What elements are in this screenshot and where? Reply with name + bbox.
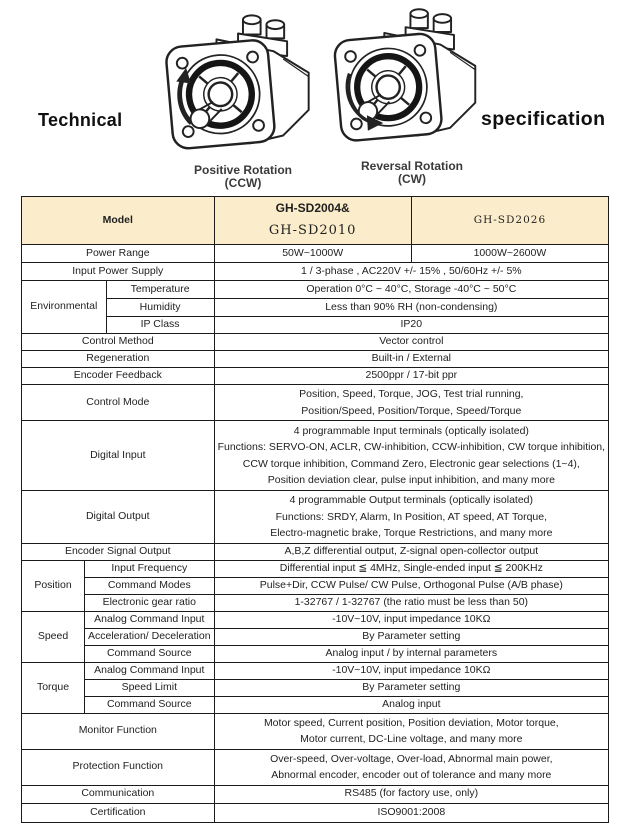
command-modes-label: Command Modes xyxy=(85,577,215,594)
digital-output-label: Digital Output xyxy=(22,491,215,544)
regeneration-value: Built-in / External xyxy=(214,351,608,368)
speed-limit-value: By Parameter setting xyxy=(214,679,608,696)
servo-motor-cw-image xyxy=(326,2,491,152)
speed-group-label: Speed xyxy=(22,611,85,662)
header-model-cell: Model xyxy=(22,197,215,245)
monitor-function-label: Monitor Function xyxy=(22,713,215,749)
encoder-signal-output-value: A,B,Z differential output, Z-signal open-collector output xyxy=(214,543,608,560)
header-model-col1-cell xyxy=(214,197,411,245)
table-row-input-frequency xyxy=(22,560,609,577)
table-row-digital-input xyxy=(22,421,609,491)
table-row-ip-class xyxy=(22,317,609,334)
speed-command-source-value: Analog input / by internal parameters xyxy=(214,645,608,662)
caption-positive-rotation-line2: (CCW) xyxy=(224,175,262,190)
gear-ratio-label: Electronic gear ratio xyxy=(85,594,215,611)
caption-reversal-rotation-line2: (CW) xyxy=(398,171,426,186)
control-mode-line2: Position/Speed, Position/Torque, Speed/Torque xyxy=(301,404,522,417)
encoder-feedback-label: Encoder Feedback xyxy=(22,368,215,385)
humidity-value: Less than 90% RH (non-condensing) xyxy=(214,299,608,317)
encoder-feedback-value: 2500ppr / 17-bit ppr xyxy=(214,368,608,385)
control-method-label: Control Method xyxy=(22,334,215,351)
digital-output-line3: Electro-magnetic brake, Torque Restrictions, and many more xyxy=(270,527,553,539)
ip-class-label: IP Class xyxy=(106,317,214,334)
table-row-digital-output xyxy=(22,491,609,544)
monitor-function-line2: Motor current, DC-Line voltage, and many more xyxy=(300,733,523,745)
caption-reversal-rotation-line1: Reversal Rotation xyxy=(360,159,464,173)
monitor-function-value xyxy=(214,713,608,749)
input-frequency-value: Differential input ≦ 4MHz, Single-ended input ≦ 200KHz xyxy=(214,560,608,577)
table-row-monitor-function xyxy=(22,713,609,749)
gear-ratio-value: 1-32767 / 1-32767 (the ratio must be less than 50) xyxy=(214,594,608,611)
encoder-signal-output-label: Encoder Signal Output xyxy=(22,543,215,560)
table-row-power-range xyxy=(22,245,609,263)
protection-function-label: Protection Function xyxy=(22,749,215,785)
control-mode-line1: Position, Speed, Torque, JOG, Test trial running, xyxy=(299,388,524,400)
command-modes-value: Pulse+Dir, CCW Pulse/ CW Pulse, Orthogonal Pulse (A/B phase) xyxy=(214,577,608,594)
table-row-certification xyxy=(22,803,609,822)
humidity-label: Humidity xyxy=(106,299,214,317)
temperature-label: Temperature xyxy=(106,281,214,299)
caption-positive-rotation xyxy=(168,164,318,189)
certification-label: Certification xyxy=(22,803,215,822)
regeneration-label: Regeneration xyxy=(22,351,215,368)
page-title-right: specification xyxy=(481,108,606,130)
table-row-humidity xyxy=(22,299,609,317)
torque-analog-input-value: -10V~10V, input impedance 10KΩ xyxy=(214,662,608,679)
torque-command-source-value: Analog input xyxy=(214,696,608,713)
table-row-accel-decel xyxy=(22,628,609,645)
caption-reversal-rotation xyxy=(337,160,487,185)
table-row-speed-analog-input xyxy=(22,611,609,628)
protection-function-line1: Over-speed, Over-voltage, Over-load, Abnormal main power, xyxy=(270,752,553,765)
speed-analog-input-label: Analog Command Input xyxy=(85,611,215,628)
environmental-group-label: Environmental xyxy=(22,281,107,334)
accel-decel-label: Acceleration/ Deceleration xyxy=(85,628,215,645)
table-row-control-method xyxy=(22,334,609,351)
certification-value: ISO9001:2008 xyxy=(214,803,608,822)
power-range-col1-value: 50W~1000W xyxy=(214,245,411,263)
table-row-encoder-signal-output xyxy=(22,543,609,560)
input-frequency-label: Input Frequency xyxy=(85,560,215,577)
input-power-value: 1 / 3-phase , AC220V +/- 15% , 50/60Hz +/- 5% xyxy=(214,263,608,281)
table-row-torque-analog-input xyxy=(22,662,609,679)
table-row-protection-function xyxy=(22,749,609,785)
digital-input-value xyxy=(214,421,608,491)
control-mode-label: Control Mode xyxy=(22,385,215,421)
power-range-label: Power Range xyxy=(22,245,215,263)
protection-function-value xyxy=(214,749,608,785)
model-gh-sd2004: GH-SD2004& xyxy=(275,201,350,216)
digital-output-line2: Functions: SRDY, Alarm, In Position, AT speed, AT Torque, xyxy=(275,510,548,523)
input-power-label: Input Power Supply xyxy=(22,263,215,281)
position-group-label: Position xyxy=(22,560,85,611)
table-row-speed-limit xyxy=(22,679,609,696)
digital-input-line2: Functions: SERVO-ON, ACLR, CW-inhibition, CCW-inhibition, CW torque inhibition, xyxy=(217,441,606,453)
control-method-value: Vector control xyxy=(214,334,608,351)
table-row-command-modes xyxy=(22,577,609,594)
specification-table xyxy=(21,196,609,823)
table-row-communication xyxy=(22,785,609,803)
digital-input-line3: CCW torque inhibition, Command Zero, Electronic gear selections (1~4), xyxy=(242,457,580,470)
speed-limit-label: Speed Limit xyxy=(85,679,215,696)
table-row-encoder-feedback xyxy=(22,368,609,385)
table-row-control-mode xyxy=(22,385,609,421)
table-row-input-power xyxy=(22,263,609,281)
digital-input-label: Digital Input xyxy=(22,421,215,491)
digital-output-value xyxy=(214,491,608,544)
temperature-value: Operation 0°C ~ 40°C, Storage -40°C ~ 50°C xyxy=(214,281,608,299)
control-mode-value xyxy=(214,385,608,421)
header-model-col2-cell: GH-SD2026 xyxy=(411,197,608,245)
protection-function-line2: Abnormal encoder, encoder out of tolerance and many more xyxy=(271,769,552,781)
servo-motor-ccw-image xyxy=(156,8,326,160)
monitor-function-line1: Motor speed, Current position, Position deviation, Motor torque, xyxy=(263,716,559,729)
communication-value: RS485 (for factory use, only) xyxy=(214,785,608,803)
table-row-temperature xyxy=(22,281,609,299)
speed-command-source-label: Command Source xyxy=(85,645,215,662)
torque-command-source-label: Command Source xyxy=(85,696,215,713)
table-row-header xyxy=(22,197,609,245)
table-row-speed-command-source xyxy=(22,645,609,662)
power-range-col2-value: 1000W~2600W xyxy=(411,245,608,263)
page-title-left: Technical xyxy=(38,110,123,130)
ip-class-value: IP20 xyxy=(214,317,608,334)
digital-input-line1: 4 programmable Input terminals (optically isolated) xyxy=(293,424,529,437)
digital-output-line1: 4 programmable Output terminals (optically isolated) xyxy=(289,494,533,506)
torque-analog-input-label: Analog Command Input xyxy=(85,662,215,679)
model-gh-sd2010: GH-SD2010 xyxy=(268,223,357,239)
digital-input-line4: Position deviation clear, pulse input inhibition, and many more xyxy=(267,474,555,486)
accel-decel-value: By Parameter setting xyxy=(214,628,608,645)
communication-label: Communication xyxy=(22,785,215,803)
table-row-regeneration xyxy=(22,351,609,368)
caption-positive-rotation-line1: Positive Rotation xyxy=(193,163,292,177)
speed-analog-input-value: -10V~10V, input impedance 10KΩ xyxy=(214,611,608,628)
table-row-gear-ratio xyxy=(22,594,609,611)
table-row-torque-command-source xyxy=(22,696,609,713)
torque-group-label: Torque xyxy=(22,662,85,713)
